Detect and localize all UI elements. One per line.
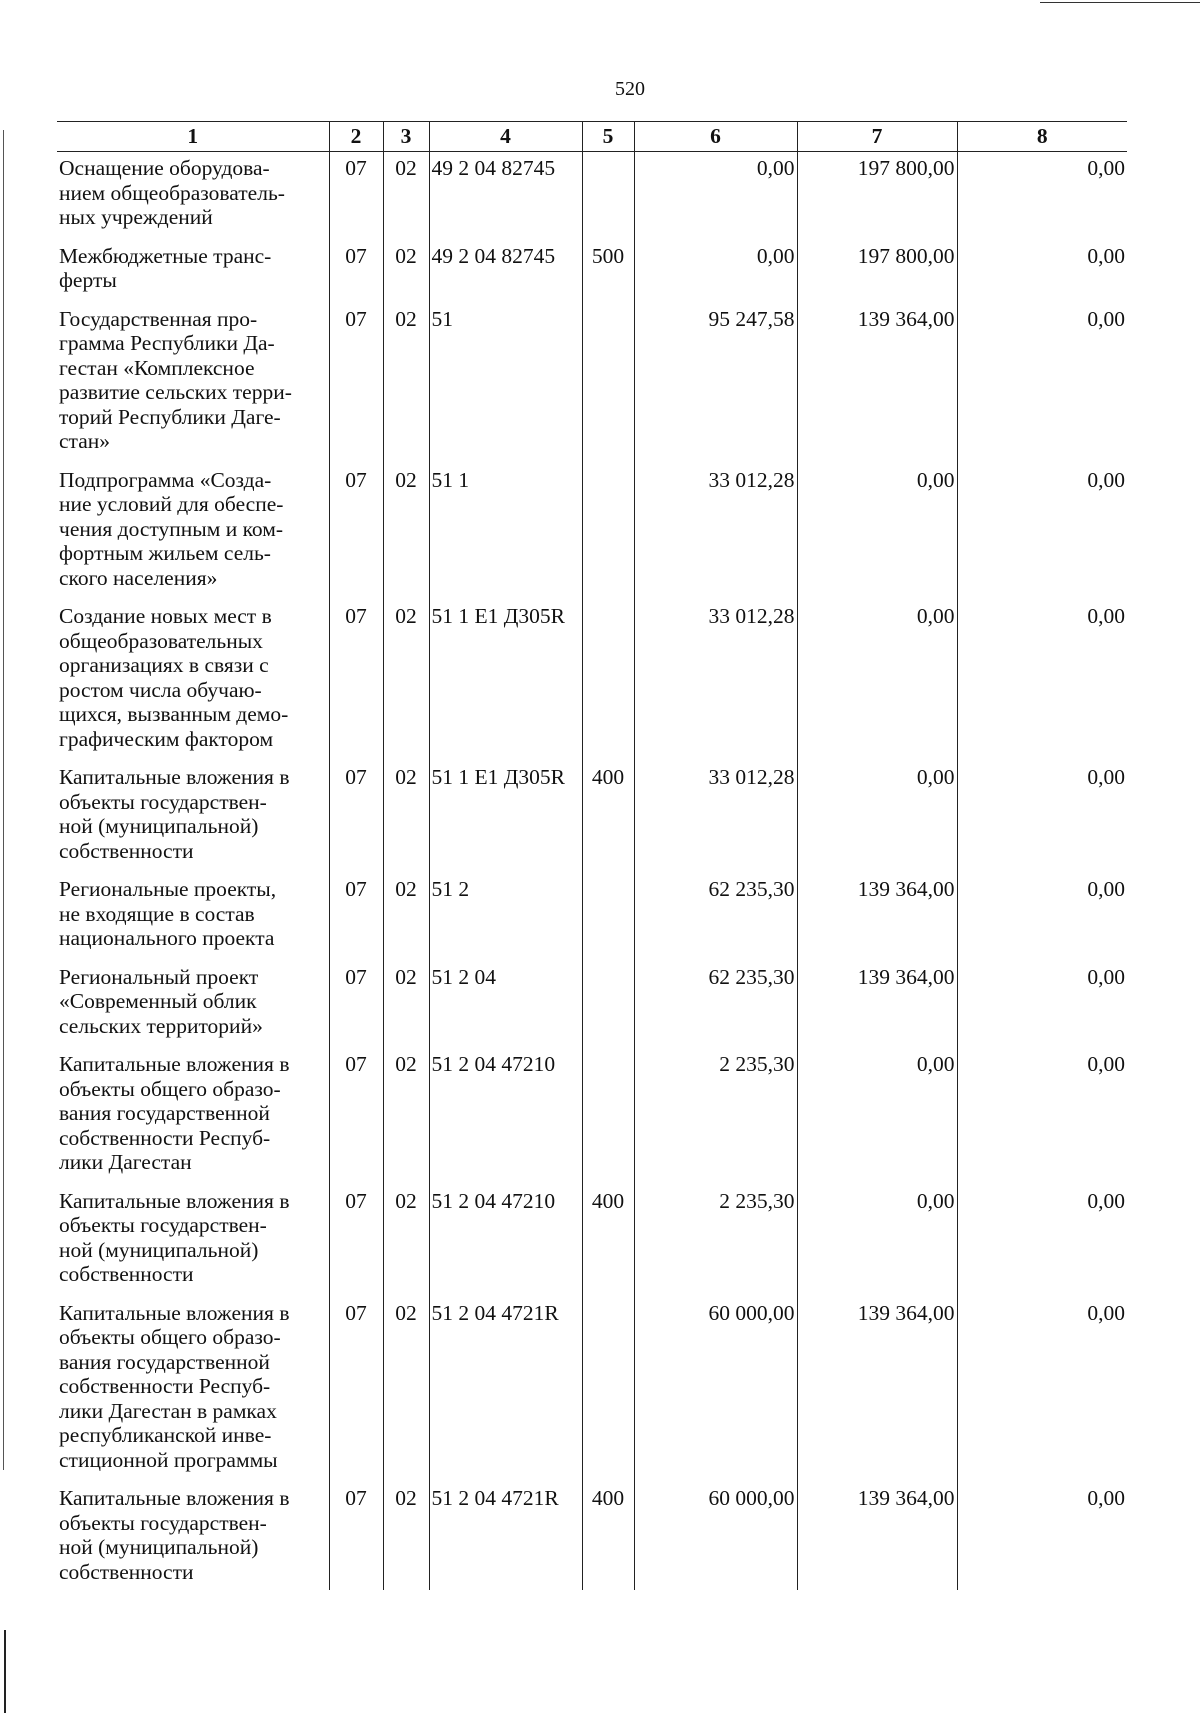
row-name: Государственная про- грамма Республики Да- гестан «Комплексное развитие сельских терри- торий Республики Даге- стан» <box>59 306 292 453</box>
row-target-article: 51 <box>429 303 582 464</box>
row-name: Региональные проекты, не входящие в состав национального проекта <box>59 877 277 950</box>
row-value-7: 0,00 <box>797 1048 957 1185</box>
row-section: 07 <box>329 152 383 240</box>
table-row <box>57 600 1127 761</box>
row-subsection: 02 <box>383 961 429 1049</box>
row-target-article: 51 2 04 47210 <box>429 1185 582 1297</box>
row-expense-type <box>582 961 634 1049</box>
row-name: Капитальные вложения в объекты общего образо- вания государственной собственности Респуб- лики Дагестан <box>59 1052 290 1174</box>
row-value-6: 62 235,30 <box>634 961 797 1049</box>
row-subsection: 02 <box>383 1185 429 1297</box>
row-value-6: 0,00 <box>634 152 797 240</box>
row-section: 07 <box>329 873 383 961</box>
row-value-6: 33 012,28 <box>634 761 797 873</box>
row-value-8: 0,00 <box>957 152 1127 240</box>
row-section: 07 <box>329 961 383 1049</box>
row-target-article: 51 2 04 47210 <box>429 1048 582 1185</box>
row-value-8: 0,00 <box>957 240 1127 303</box>
row-value-7: 139 364,00 <box>797 873 957 961</box>
row-value-6: 95 247,58 <box>634 303 797 464</box>
row-value-8: 0,00 <box>957 961 1127 1049</box>
row-value-6: 0,00 <box>634 240 797 303</box>
table-body <box>57 152 1127 1591</box>
row-value-7: 0,00 <box>797 464 957 601</box>
row-section: 07 <box>329 1482 383 1590</box>
row-subsection: 02 <box>383 1048 429 1185</box>
budget-table <box>57 121 1127 1590</box>
row-value-8: 0,00 <box>957 761 1127 873</box>
row-value-6: 60 000,00 <box>634 1297 797 1483</box>
row-value-6: 60 000,00 <box>634 1482 797 1590</box>
column-header-1: 1 <box>57 122 329 152</box>
row-value-8: 0,00 <box>957 1482 1127 1590</box>
row-value-6: 33 012,28 <box>634 464 797 601</box>
row-target-article: 51 2 04 4721R <box>429 1297 582 1483</box>
scan-edge-bottom-line <box>4 1630 6 1713</box>
row-value-8: 0,00 <box>957 1297 1127 1483</box>
row-expense-type: 500 <box>582 240 634 303</box>
page-number: 520 <box>615 78 645 100</box>
row-subsection: 02 <box>383 1482 429 1590</box>
row-subsection: 02 <box>383 303 429 464</box>
row-subsection: 02 <box>383 1297 429 1483</box>
table-row <box>57 303 1127 464</box>
row-expense-type: 400 <box>582 1185 634 1297</box>
row-section: 07 <box>329 303 383 464</box>
table-row <box>57 1482 1127 1590</box>
row-target-article: 51 2 04 <box>429 961 582 1049</box>
row-name: Капитальные вложения в объекты государствен- ной (муниципальной) собственности <box>59 765 290 863</box>
row-value-8: 0,00 <box>957 873 1127 961</box>
row-value-6: 62 235,30 <box>634 873 797 961</box>
scan-top-rule <box>1040 2 1200 3</box>
row-value-7: 0,00 <box>797 600 957 761</box>
row-value-8: 0,00 <box>957 303 1127 464</box>
table-row <box>57 1297 1127 1483</box>
row-name: Капитальные вложения в объекты общего образо- вания государственной собственности Респуб- лики Дагестан в рамках республиканской инве- стиционной программы <box>59 1300 290 1472</box>
table-row <box>57 240 1127 303</box>
row-section: 07 <box>329 1185 383 1297</box>
row-name: Оснащение оборудова- нием общеобразователь- ных учреждений <box>59 156 285 229</box>
table-row <box>57 464 1127 601</box>
row-value-7: 139 364,00 <box>797 1482 957 1590</box>
row-subsection: 02 <box>383 600 429 761</box>
row-value-7: 197 800,00 <box>797 152 957 240</box>
row-expense-type <box>582 464 634 601</box>
row-target-article: 51 1 <box>429 464 582 601</box>
row-expense-type <box>582 1048 634 1185</box>
column-header-4: 4 <box>429 122 582 152</box>
row-value-7: 139 364,00 <box>797 1297 957 1483</box>
row-value-8: 0,00 <box>957 1185 1127 1297</box>
column-header-3: 3 <box>383 122 429 152</box>
row-target-article: 51 1 E1 Д305R <box>429 600 582 761</box>
row-value-7: 0,00 <box>797 761 957 873</box>
row-value-7: 197 800,00 <box>797 240 957 303</box>
row-value-8: 0,00 <box>957 600 1127 761</box>
row-value-7: 139 364,00 <box>797 961 957 1049</box>
table-row <box>57 152 1127 240</box>
row-expense-type: 400 <box>582 1482 634 1590</box>
table-row <box>57 1185 1127 1297</box>
row-section: 07 <box>329 464 383 601</box>
column-header-2: 2 <box>329 122 383 152</box>
row-expense-type <box>582 600 634 761</box>
table-row <box>57 961 1127 1049</box>
row-value-6: 2 235,30 <box>634 1048 797 1185</box>
column-header-6: 6 <box>634 122 797 152</box>
row-section: 07 <box>329 600 383 761</box>
row-target-article: 51 1 E1 Д305R <box>429 761 582 873</box>
row-value-7: 139 364,00 <box>797 303 957 464</box>
row-subsection: 02 <box>383 761 429 873</box>
row-name: Капитальные вложения в объекты государствен- ной (муниципальной) собственности <box>59 1486 290 1584</box>
row-subsection: 02 <box>383 464 429 601</box>
row-value-6: 33 012,28 <box>634 600 797 761</box>
row-name: Подпрограмма «Созда- ние условий для обеспе- чения доступным и ком- фортным жильем сель- ского населения» <box>59 467 284 590</box>
column-header-8: 8 <box>957 122 1127 152</box>
row-name: Региональный проект «Современный облик сельских территорий» <box>59 964 263 1038</box>
row-section: 07 <box>329 761 383 873</box>
header-row <box>57 122 1127 152</box>
row-expense-type <box>582 1297 634 1483</box>
row-target-article: 49 2 04 82745 <box>429 152 582 240</box>
row-section: 07 <box>329 1297 383 1483</box>
row-value-7: 0,00 <box>797 1185 957 1297</box>
row-target-article: 51 2 04 4721R <box>429 1482 582 1590</box>
column-header-5: 5 <box>582 122 634 152</box>
row-subsection: 02 <box>383 873 429 961</box>
row-expense-type <box>582 152 634 240</box>
row-section: 07 <box>329 240 383 303</box>
row-target-article: 49 2 04 82745 <box>429 240 582 303</box>
row-subsection: 02 <box>383 240 429 303</box>
column-header-7: 7 <box>797 122 957 152</box>
row-section: 07 <box>329 1048 383 1185</box>
row-value-6: 2 235,30 <box>634 1185 797 1297</box>
row-name: Межбюджетные транс- ферты <box>59 243 272 292</box>
row-subsection: 02 <box>383 152 429 240</box>
row-expense-type <box>582 303 634 464</box>
row-value-8: 0,00 <box>957 1048 1127 1185</box>
scan-edge-line <box>3 130 4 1470</box>
row-name: Создание новых мест в общеобразовательных организациях в связи с ростом числа обучаю- щихся, вызванным демо- графическим фактором <box>59 604 289 751</box>
row-expense-type <box>582 873 634 961</box>
row-expense-type: 400 <box>582 761 634 873</box>
table-row <box>57 761 1127 873</box>
row-value-8: 0,00 <box>957 464 1127 601</box>
row-name: Капитальные вложения в объекты государствен- ной (муниципальной) собственности <box>59 1188 290 1286</box>
row-target-article: 51 2 <box>429 873 582 961</box>
table-row <box>57 873 1127 961</box>
table-row <box>57 1048 1127 1185</box>
